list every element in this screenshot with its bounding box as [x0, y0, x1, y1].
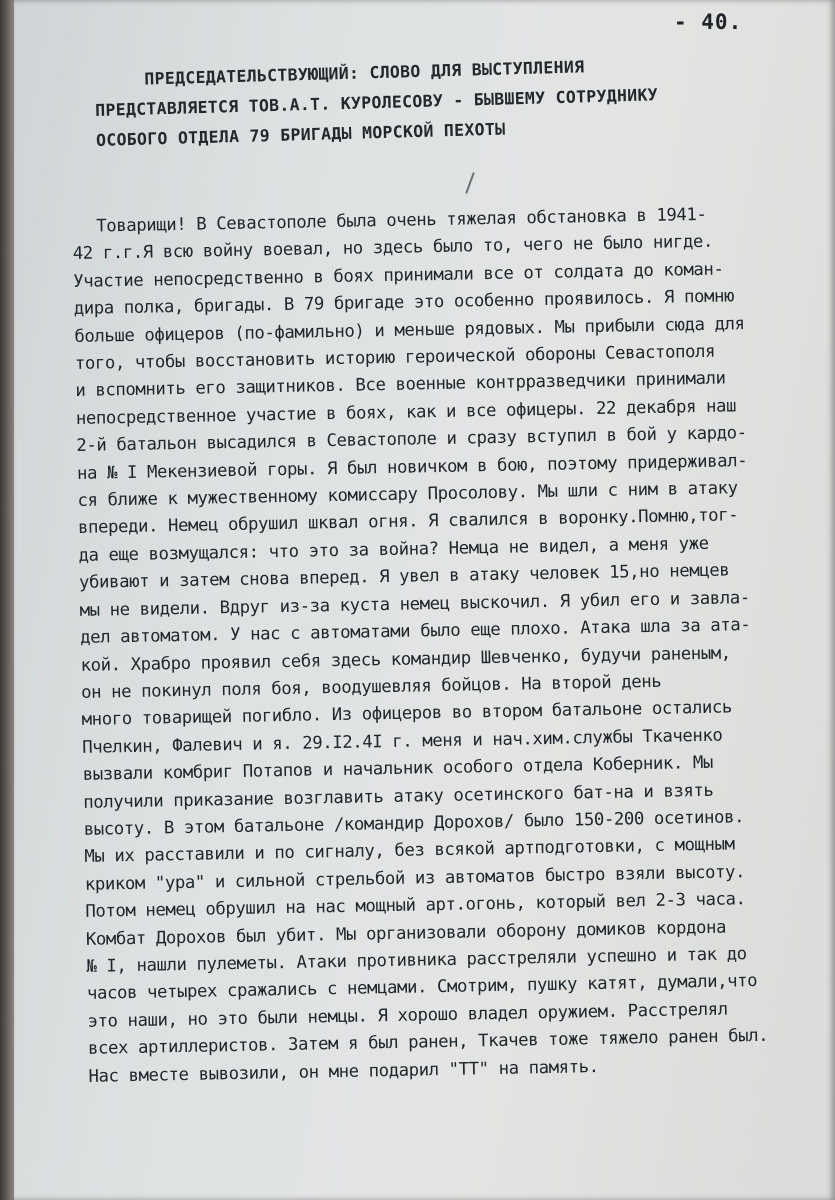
binding-edge	[0, 0, 14, 1200]
text-line: № I, нашли пулеметы. Атаки противника расстреляли успешно и так до	[86, 944, 747, 977]
text-line: Мы их расставили и по сигналу, без всякой артподготовки, с мощным	[84, 834, 735, 868]
text-line: много товарищей погибло. Из офицеров во втором батальоне остались	[81, 697, 733, 731]
text-line: дел автоматом. У нас с автоматами было еще плохо. Атака шла за ата-	[79, 615, 751, 649]
heading-line: ПРЕДСТАВЛЯЕТСЯ ТОВ.А.Т. КУРОЛЕСОВУ - БЫВШЕМУ СОТРУДНИКУ	[94, 85, 659, 120]
heading-line: ОСОБОГО ОТДЕЛА 79 БРИГАДЫ МОРСКОЙ ПЕХОТЫ	[95, 119, 506, 150]
text-line: всех артиллеристов. Затем я был ранен, Ткачев тоже тяжело ранен был.	[87, 1025, 769, 1060]
body-text	[72, 199, 835, 1090]
text-line: на № I Мекензиевой горы. Я был новичком в бою, поэтому придерживал-	[76, 450, 748, 484]
text-line: часов четырех сражались с немцами. Смотрим, пушку катят, думали,что	[86, 971, 758, 1005]
text-line: Потом немец обрушил на нас мощный арт.огонь, который вел 2-3 часа.	[85, 889, 746, 923]
text-line: впереди. Немец обрушил шквал огня. Я свалился в воронку.Помню,тог-	[77, 505, 739, 539]
text-line: это наши, но это были немцы. Я хорошо владел оружием. Расстрелял	[87, 999, 728, 1032]
text-line: Участие непосредственно в боях принимали все от солдата до коман-	[73, 259, 724, 292]
text-line: мы не видели. Вдруг из-за куста немец выскочил. Я убил его и завла-	[79, 587, 750, 621]
text-line: непосредственное участие в боях, как и все офицеры. 22 декабря наш	[75, 396, 737, 429]
text-line: убивают и затем снова вперед. Я увел в атаку человек 15,но немцев	[78, 560, 730, 594]
text-line: дира полка, бригады. В 79 бригаде это особенно проявилось. Я помню	[73, 286, 735, 320]
text-line: получили приказание возглавить атаку осетинского бат-на и взять	[83, 780, 714, 813]
heading	[94, 46, 816, 156]
page-number: - 40.	[674, 10, 743, 34]
text-line: Пчелкин, Фалевич и я. 29.I2.4I г. меня и нач.хим.службы Ткаченко	[82, 725, 723, 758]
pen-mark	[465, 172, 474, 193]
text-line: и вспомнить его защитников. Все военные контрразведчики принимали	[75, 368, 726, 402]
text-line: вызвали комбриг Потапов и начальник особого отдела Коберник. Мы	[82, 752, 714, 786]
text-line: криком "ура" и сильной стрельбой из автоматов быстро взяли высоту.	[84, 861, 746, 895]
text-line: того, чтобы восстановить историю героической обороны Севастополя	[74, 341, 716, 375]
text-line: кой. Храбро проявил себя здесь командир Шевченко, будучи раненым,	[80, 642, 732, 676]
text-line: высоту. В этом батальоне /командир Дорохов/ было 150-200 осетинов.	[83, 807, 745, 840]
text-line: 2-й батальон высадился в Севастополе и сразу вступил в бой у кардо-	[76, 423, 747, 457]
text-line: больше офицеров (по-фамильно) и меньше рядовых. Мы прибыли сюда для	[74, 313, 745, 347]
text-line: да еще возмущался: что это за война? Немца не видел, а меня уже	[78, 533, 709, 566]
text-line: Комбат Дорохов был убит. Мы организовали оборону домиков кордона	[85, 917, 727, 950]
text-line: 42 г.г.Я всю войну воевал, но здесь было то, чего не было нигде.	[72, 232, 714, 265]
text-line: он не покинул поля боя, воодушевляя бойцов. На второй день	[81, 671, 662, 703]
text-line: Нас вместе вывозили, он мне подарил "ТТ" на память.	[88, 1056, 599, 1087]
text-line: Товарищи! В Севастополе была очень тяжелая обстановка в 1941-	[96, 204, 707, 237]
heading-line: ПРЕДСЕДАТЕЛЬСТВУЮЩИЙ: СЛОВО ДЛЯ ВЫСТУПЛЕНИЯ	[144, 57, 585, 89]
document-page	[14, 0, 835, 1200]
text-line: ся ближе к мужественному комиссару Просолову. Мы шли с ним в атаку	[77, 478, 738, 512]
